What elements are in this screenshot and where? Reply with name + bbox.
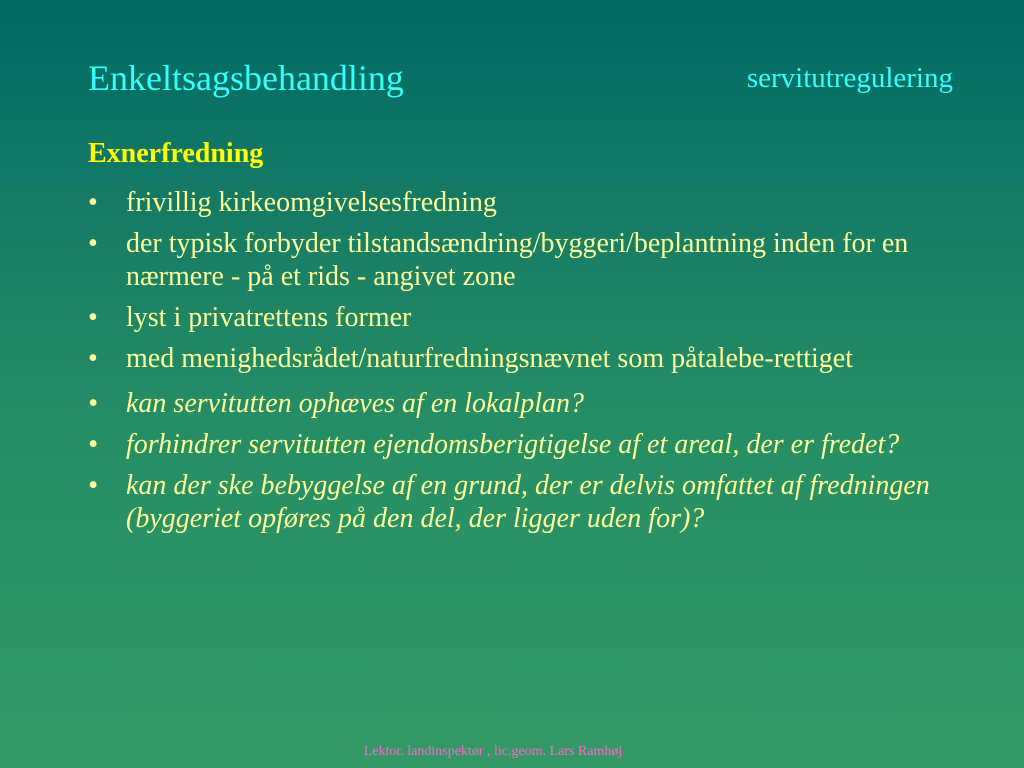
bullet-text: med menighedsrådet/naturfredningsnævnet som påtalebe-rettiget — [126, 343, 853, 374]
bullet-list — [88, 186, 948, 543]
bullet-marker: • — [88, 302, 98, 333]
bullet-item — [88, 227, 948, 293]
question-text: forhindrer servitutten ejendomsberigtigelse af et areal, der er fredet? — [126, 429, 900, 460]
slide-footer: Lektor. landinspektør , lic.geom. Lars Ramhøj — [363, 744, 623, 759]
question-text: kan der ske bebyggelse af en grund, der er delvis omfattet af fredningen (byggeriet opføres på den del, der ligger uden for)? — [126, 470, 930, 534]
bullet-item — [88, 186, 948, 219]
question-item — [88, 387, 948, 420]
bullet-marker: • — [88, 429, 98, 460]
bullet-text: frivillig kirkeomgivelsesfredning — [126, 187, 497, 218]
question-item — [88, 428, 948, 461]
slide-subtitle: servitutregulering — [746, 62, 953, 94]
bullet-item — [88, 301, 948, 334]
bullet-marker: • — [88, 228, 98, 259]
bullet-marker: • — [88, 343, 98, 374]
bullet-text: lyst i privatrettens former — [126, 302, 412, 333]
bullet-text: der typisk forbyder tilstandsændring/byggeri/beplantning inden for en nærmere - på et rids - angivet zone — [126, 228, 909, 292]
bullet-marker: • — [88, 470, 98, 501]
bullet-marker: • — [88, 388, 98, 419]
bullet-item — [88, 342, 948, 375]
question-item — [88, 469, 948, 535]
question-text: kan servitutten ophæves af en lokalplan? — [126, 388, 585, 419]
slide-title: Enkeltsagsbehandling — [88, 58, 404, 98]
section-heading: Exnerfredning — [88, 138, 264, 169]
bullet-marker: • — [88, 187, 98, 218]
